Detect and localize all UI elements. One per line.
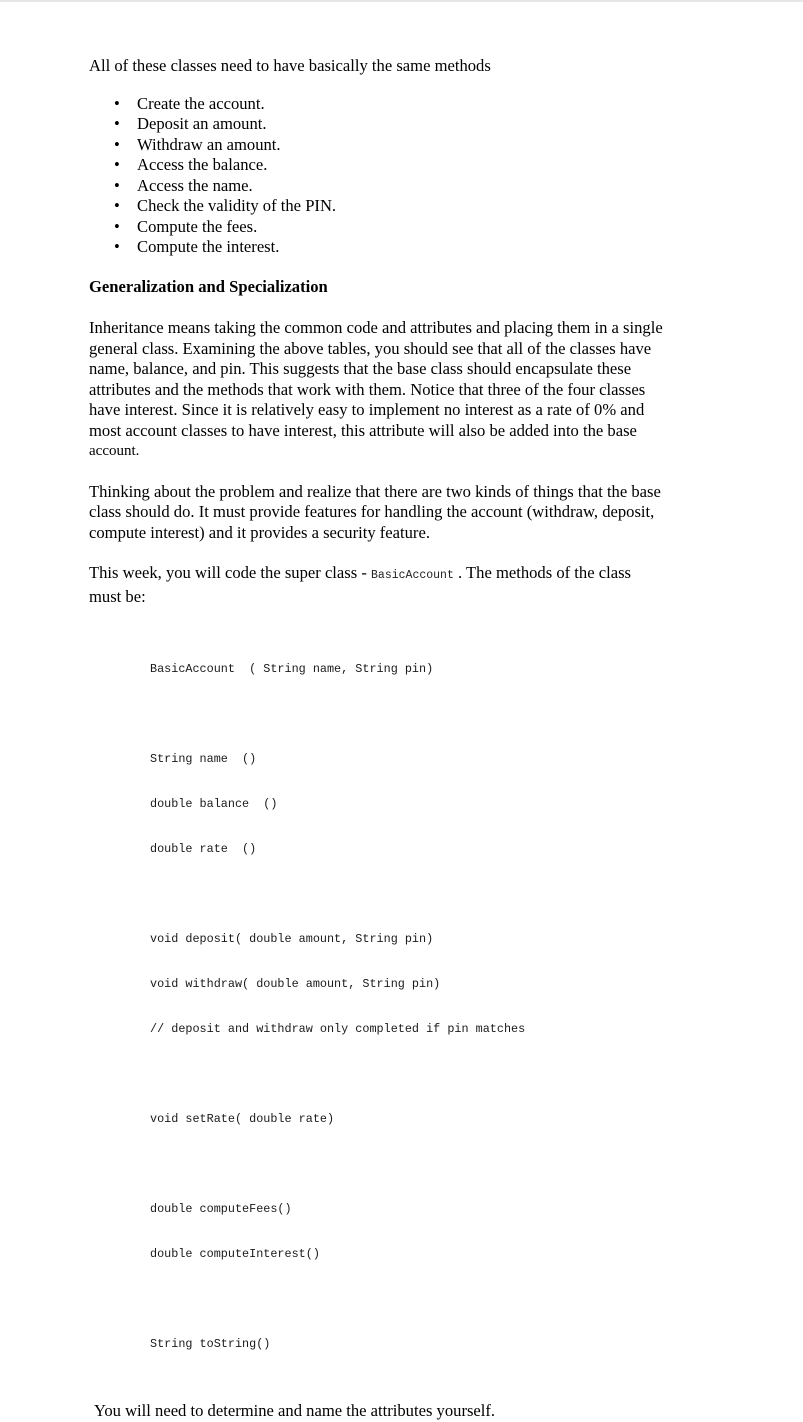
section-heading: Generalization and Specialization bbox=[89, 276, 328, 296]
closing-text: You will need to determine and name the attributes yourself. bbox=[94, 1401, 496, 1420]
code-comment: // deposit and withdraw only completed if pin matches bbox=[150, 1022, 526, 1036]
bullet-icon: • bbox=[114, 216, 120, 236]
code-line: double computeFees() bbox=[150, 1202, 292, 1216]
paragraph-line: general class. Examining the above tables, you should see that all of the classes have bbox=[89, 338, 652, 358]
list-item: • Access the balance. bbox=[114, 155, 268, 174]
paragraph-problem bbox=[89, 482, 729, 544]
bullet-icon: • bbox=[114, 155, 120, 174]
paragraph-line: class should do. It must provide features for handling the account (withdraw, deposit, bbox=[89, 502, 655, 521]
bullet-icon: • bbox=[114, 134, 120, 154]
paragraph-inheritance bbox=[89, 318, 729, 462]
code-line: double computeInterest() bbox=[150, 1247, 320, 1261]
code-line: void withdraw( double amount, String pin) bbox=[150, 977, 441, 991]
top-rule bbox=[0, 0, 803, 2]
paragraph-superclass bbox=[89, 563, 729, 607]
bullet-icon: • bbox=[114, 93, 120, 113]
document-page bbox=[89, 56, 729, 1422]
paragraph-line: compute interest) and it provides a security feature. bbox=[89, 522, 430, 542]
list-item: • Create the account. bbox=[114, 93, 265, 113]
code-line: double rate () bbox=[150, 842, 257, 856]
list-item: • Withdraw an amount. bbox=[114, 134, 281, 154]
paragraph-line: account. bbox=[89, 443, 140, 459]
paragraph-line: Thinking about the problem and realize that there are two kinds of things that the base bbox=[89, 481, 661, 501]
intro-text: All of these classes need to have basically the same methods bbox=[89, 56, 491, 75]
list-item: • Compute the fees. bbox=[114, 216, 258, 236]
inline-code: BasicAccount bbox=[371, 569, 454, 582]
list-item: • Check the validity of the PIN. bbox=[114, 196, 337, 215]
code-line: double balance () bbox=[150, 797, 278, 811]
code-line: String toString() bbox=[150, 1337, 271, 1351]
code-line: void setRate( double rate) bbox=[150, 1112, 335, 1126]
list-item: • Access the name. bbox=[114, 175, 253, 195]
paragraph-line: must be: bbox=[89, 586, 146, 606]
paragraph-line: Inheritance means taking the common code and attributes and placing them in a single bbox=[89, 318, 663, 337]
list-item: • Compute the interest. bbox=[114, 237, 280, 256]
paragraph-line: most account classes to have interest, this attribute will also be added into the base bbox=[89, 420, 637, 440]
bullet-icon: • bbox=[114, 237, 120, 256]
paragraph-line: have interest. Since it is relatively easy to implement no interest as a rate of 0% and bbox=[89, 400, 645, 419]
paragraph-line: attributes and the methods that work with them. Notice that three of the four classes bbox=[89, 379, 646, 399]
bullet-icon: • bbox=[114, 114, 120, 133]
bullet-icon: • bbox=[114, 175, 120, 195]
bullet-icon: • bbox=[114, 196, 120, 215]
code-block bbox=[150, 632, 729, 1382]
code-line: String name () bbox=[150, 752, 257, 766]
methods-list bbox=[89, 94, 729, 258]
code-line: BasicAccount ( String name, String pin) bbox=[150, 662, 434, 676]
paragraph-line: name, balance, and pin. This suggests that the base class should encapsulate these bbox=[89, 359, 632, 378]
paragraph-line: This week, you will code the super class - BasicAccount . The methods of the class bbox=[89, 563, 631, 582]
code-line: void deposit( double amount, String pin) bbox=[150, 932, 434, 946]
list-item: • Deposit an amount. bbox=[114, 114, 267, 133]
